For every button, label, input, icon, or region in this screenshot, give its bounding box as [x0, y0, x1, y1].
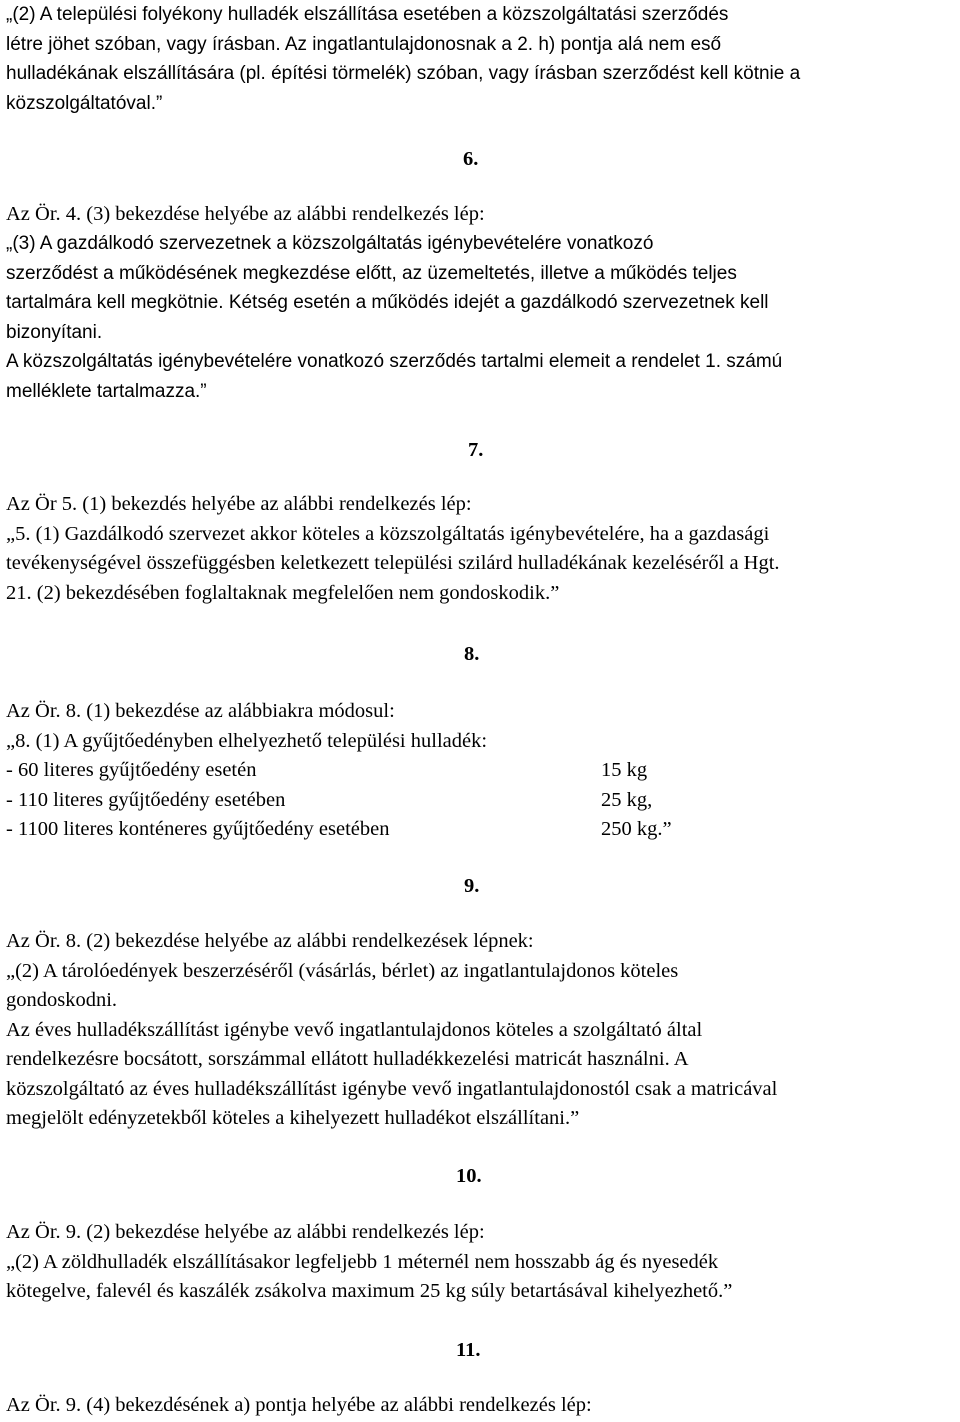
section-heading-6: 6. — [463, 148, 479, 170]
section-8-body — [6, 697, 956, 845]
amendment-intro: Az Ör. 8. (2) bekezdése helyébe az alábbi rendelkezések lépnek: — [6, 930, 534, 952]
text-line: tartalmára kell megkötnie. Kétség esetén a működés idejét a gazdálkodó szervezetnek kell — [6, 292, 769, 313]
text-line: „(2) A települési folyékony hulladék elszállítása esetében a közszolgáltatási szerződés — [6, 4, 729, 25]
amendment-intro: Az Ör 5. (1) bekezdés helyébe az alábbi rendelkezés lép: — [6, 493, 472, 515]
text-line: hulladékának elszállítására (pl. építési törmelék) szóban, vagy írásban szerződést kell kötnie a — [6, 63, 801, 84]
capacity-row — [6, 815, 956, 845]
text-line: megjelölt edényzetekből köteles a kihelyezett hulladékot elszállítani.” — [6, 1107, 580, 1129]
capacity-value: 25 kg, — [601, 788, 653, 811]
amendment-intro: Az Ör. 8. (1) bekezdése az alábbiakra módosul: — [6, 700, 395, 722]
capacity-value: 15 kg — [601, 759, 648, 781]
text-line: „5. (1) Gazdálkodó szervezet akkor köteles a közszolgáltatás igénybevételére, ha a gazdasági — [6, 522, 770, 545]
amendment-intro: Az Ör. 4. (3) bekezdése helyébe az alábbi rendelkezés lép: — [6, 203, 485, 225]
capacity-row — [6, 756, 956, 786]
text-line: tevékenységével összefüggésben keletkezett települési szilárd hulladékának kezeléséről a Hgt. — [6, 552, 780, 574]
section-6-text — [6, 229, 956, 406]
text-line: „(2) A zöldhulladék elszállításakor legfeljebb 1 méternél nem hosszabb ág és nyesedék — [6, 1250, 719, 1273]
text-line: szerződést a működésének megkezdése előtt, az üzemeltetés, illetve a működés teljes — [6, 262, 737, 284]
text-line: rendelkezésre bocsátott, sorszámmal ellátott hulladékkezelési matricát használni. A — [6, 1048, 689, 1070]
section-6-body — [6, 200, 956, 230]
text-line: A közszolgáltatás igénybevételére vonatkozó szerződés tartalmi elemeit a rendelet 1. számú — [6, 351, 783, 372]
capacity-label: - 60 literes gyűjtőedény esetén — [6, 759, 257, 781]
text-line: közszolgáltatóval.” — [6, 92, 163, 114]
text-line: kötegelve, falevél és kaszálék zsákolva maximum 25 kg súly betartásával kihelyezhető.” — [6, 1280, 733, 1302]
text-line: „(3) A gazdálkodó szervezetnek a közszolgáltatás igénybevételére vonatkozó — [6, 233, 654, 254]
section-heading-11: 11. — [456, 1339, 481, 1361]
section-heading-10: 10. — [456, 1165, 482, 1187]
capacity-label: - 110 literes gyűjtőedény esetében — [6, 788, 286, 811]
capacity-row — [6, 786, 956, 816]
section-heading-7: 7. — [468, 439, 484, 461]
text-line: „8. (1) A gyűjtőedényben elhelyezhető települési hulladék: — [6, 729, 488, 752]
amendment-intro: Az Ör. 9. (4) bekezdésének a) pontja helyébe az alábbi rendelkezés lép: — [6, 1394, 592, 1416]
text-line: melléklete tartalmazza.” — [6, 380, 207, 402]
section-heading-9: 9. — [464, 875, 480, 897]
section-11-body — [6, 1391, 956, 1421]
text-line: gondoskodni. — [6, 989, 118, 1011]
section-7-body — [6, 490, 956, 608]
text-line: közszolgáltató az éves hulladékszállítást igénybe vevő ingatlantulajdonostól csak a matricával — [6, 1077, 778, 1100]
text-line: Az éves hulladékszállítást igénybe vevő ingatlantulajdonos köteles a szolgáltató által — [6, 1018, 703, 1041]
section-heading-8: 8. — [464, 643, 480, 665]
text-line: „(2) A tárolóedények beszerzéséről (vásárlás, bérlet) az ingatlantulajdonos köteles — [6, 959, 679, 982]
capacity-label: - 1100 literes konténeres gyűjtőedény esetében — [6, 818, 390, 840]
section-9-body — [6, 927, 956, 1134]
intro-paragraph — [6, 0, 956, 118]
section-10-body — [6, 1218, 956, 1307]
text-line: létre jöhet szóban, vagy írásban. Az ingatlantulajdonosnak a 2. h) pontja alá nem eső — [6, 33, 722, 55]
amendment-intro: Az Ör. 9. (2) bekezdése helyébe az alábbi rendelkezés lép: — [6, 1221, 485, 1243]
text-line: bizonyítani. — [6, 321, 103, 343]
capacity-value: 250 kg.” — [601, 818, 672, 840]
text-line: 21. (2) bekezdésében foglaltaknak megfelelően nem gondoskodik.” — [6, 581, 560, 604]
